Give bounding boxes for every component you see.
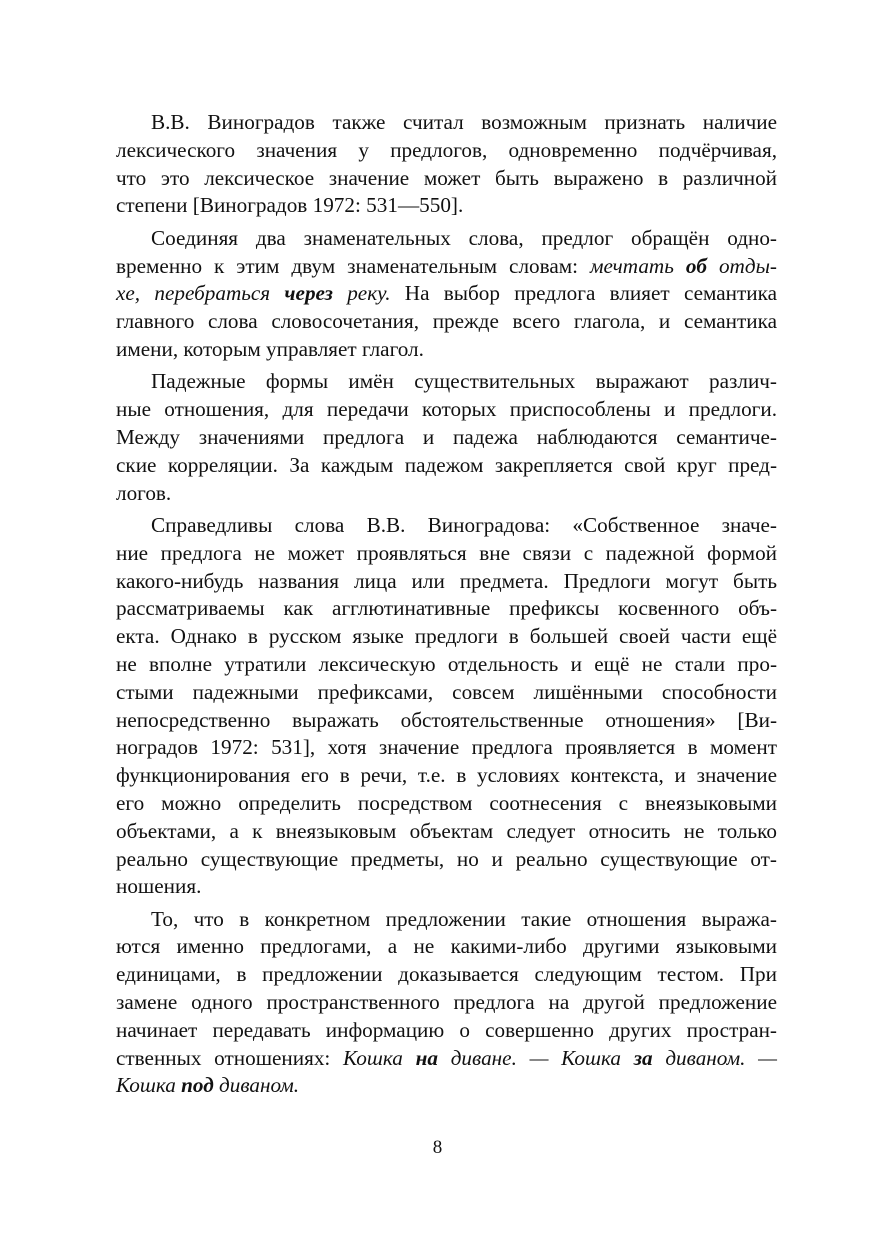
italic-text: мечтать xyxy=(590,253,686,278)
italic-text: диваном. xyxy=(213,1073,300,1098)
text-run: Справедливы слова В.В. Виноградова: «Собственное значе- xyxy=(151,512,777,537)
text-run: екта. Однако в русском языке предлоги в большей своей части ещё xyxy=(116,624,777,649)
text-run: ноградов 1972: 531], хотя значение предлога проявляется в момент xyxy=(116,735,777,760)
italic-text: хе, перебраться xyxy=(116,281,285,306)
text-run: непосредственно выражать обстоятельственные отношения» [Ви- xyxy=(116,707,777,732)
text-line xyxy=(116,873,777,901)
text-line xyxy=(116,1072,777,1100)
text-line xyxy=(116,512,777,540)
text-line xyxy=(116,623,777,651)
text-run: временно к этим двум знаменательным словам: xyxy=(116,253,591,278)
text-line xyxy=(116,540,777,568)
text-run: какого-нибудь названия лица или предмета. Предлоги могут быть xyxy=(116,568,777,593)
text-line xyxy=(116,280,777,308)
text-line xyxy=(116,480,777,508)
text-line xyxy=(116,651,777,679)
text-line xyxy=(116,452,777,480)
text-line xyxy=(116,225,777,253)
text-line xyxy=(116,906,777,934)
text-run: Соединяя два знаменательных слова, предлог обращён одно- xyxy=(151,225,777,250)
italic-text: реку. xyxy=(332,281,391,306)
text-line xyxy=(116,192,777,220)
italic-text: диване. — Кошка xyxy=(437,1045,634,1070)
text-run: начинает передавать информацию о совершенно других простран- xyxy=(116,1017,777,1042)
text-line xyxy=(116,734,777,762)
text-run: замене одного пространственного предлога на другой предложение xyxy=(116,990,777,1015)
text-run: ные отношения, для передачи которых приспособлены и предлоги. xyxy=(116,397,777,422)
text-line xyxy=(116,424,777,452)
text-run: лексического значения у предлогов, одновременно подчёрчивая, xyxy=(116,137,777,162)
text-run: что это лексическое значение может быть выражено в различной xyxy=(116,165,777,190)
text-run: ние предлога не может проявляться вне связи с падежной формой xyxy=(116,540,777,565)
text-line xyxy=(116,989,777,1017)
text-line xyxy=(116,707,777,735)
page-body xyxy=(116,109,777,1105)
text-line xyxy=(116,1017,777,1045)
text-run: главного слова словосочетания, прежде всего глагола, и семантика xyxy=(116,309,777,334)
text-line xyxy=(116,568,777,596)
italic-text: Кошка xyxy=(343,1045,416,1070)
bold-italic-text: через xyxy=(284,281,333,306)
text-line xyxy=(116,961,777,989)
text-run: имени, которым управляет глагол. xyxy=(116,336,424,361)
text-run: функционирования его в речи, т.е. в условиях контекста, и значение xyxy=(116,763,777,788)
paragraph xyxy=(116,512,777,901)
text-line xyxy=(116,109,777,137)
text-line xyxy=(116,165,777,193)
paragraph xyxy=(116,906,777,1101)
text-run: рассматриваемы как агглютинативные префиксы косвенного объ- xyxy=(116,596,777,621)
text-line xyxy=(116,368,777,396)
text-line xyxy=(116,762,777,790)
text-run: ношения. xyxy=(116,874,202,899)
text-line xyxy=(116,396,777,424)
text-run: На выбор предлога влияет семантика xyxy=(390,281,777,306)
text-line xyxy=(116,253,777,281)
text-run: В.В. Виноградов также считал возможным признать наличие xyxy=(151,110,777,134)
bold-italic-text: об xyxy=(685,253,707,278)
text-run: не вполне утратили лексическую отдельность и ещё не стали про- xyxy=(116,651,777,676)
text-line xyxy=(116,137,777,165)
text-run: ются именно предлогами, а не какими-либо другими языковыми xyxy=(116,934,777,959)
text-line xyxy=(116,336,777,364)
bold-italic-text: за xyxy=(633,1045,653,1070)
text-line xyxy=(116,1045,777,1073)
text-run: степени [Виноградов 1972: 531—550]. xyxy=(116,193,464,218)
text-run: единицами, в предложении доказывается следующим тестом. При xyxy=(116,962,777,987)
italic-text: отды- xyxy=(707,253,777,278)
text-line xyxy=(116,933,777,961)
text-line xyxy=(116,846,777,874)
text-line xyxy=(116,679,777,707)
text-run: Падежные формы имён существительных выражают различ- xyxy=(151,369,777,394)
italic-text: Кошка xyxy=(116,1073,182,1098)
italic-text: диваном. — xyxy=(652,1045,777,1070)
text-run: стыми падежными префиксами, совсем лишёнными способности xyxy=(116,679,777,704)
bold-italic-text: на xyxy=(415,1045,438,1070)
text-run: ственных отношениях: xyxy=(116,1045,344,1070)
text-run: объектами, а к внеязыковым объектам следует относить не только xyxy=(116,818,777,843)
text-line xyxy=(116,595,777,623)
text-line xyxy=(116,790,777,818)
text-run: Между значениями предлога и падежа наблюдаются семантиче- xyxy=(116,424,777,449)
bold-italic-text: под xyxy=(181,1073,214,1098)
paragraph xyxy=(116,109,777,220)
page-number: 8 xyxy=(432,1137,443,1158)
text-run: То, что в конкретном предложении такие отношения выража- xyxy=(151,906,777,931)
text-line xyxy=(116,818,777,846)
paragraph xyxy=(116,225,777,364)
text-line xyxy=(116,308,777,336)
text-run: ские корреляции. За каждым падежом закрепляется свой круг пред- xyxy=(116,452,777,477)
paragraph xyxy=(116,368,777,507)
text-run: логов. xyxy=(116,480,172,505)
text-run: реально существующие предметы, но и реально существующие от- xyxy=(116,846,777,871)
text-run: его можно определить посредством соотнесения с внеязыковыми xyxy=(116,790,777,815)
